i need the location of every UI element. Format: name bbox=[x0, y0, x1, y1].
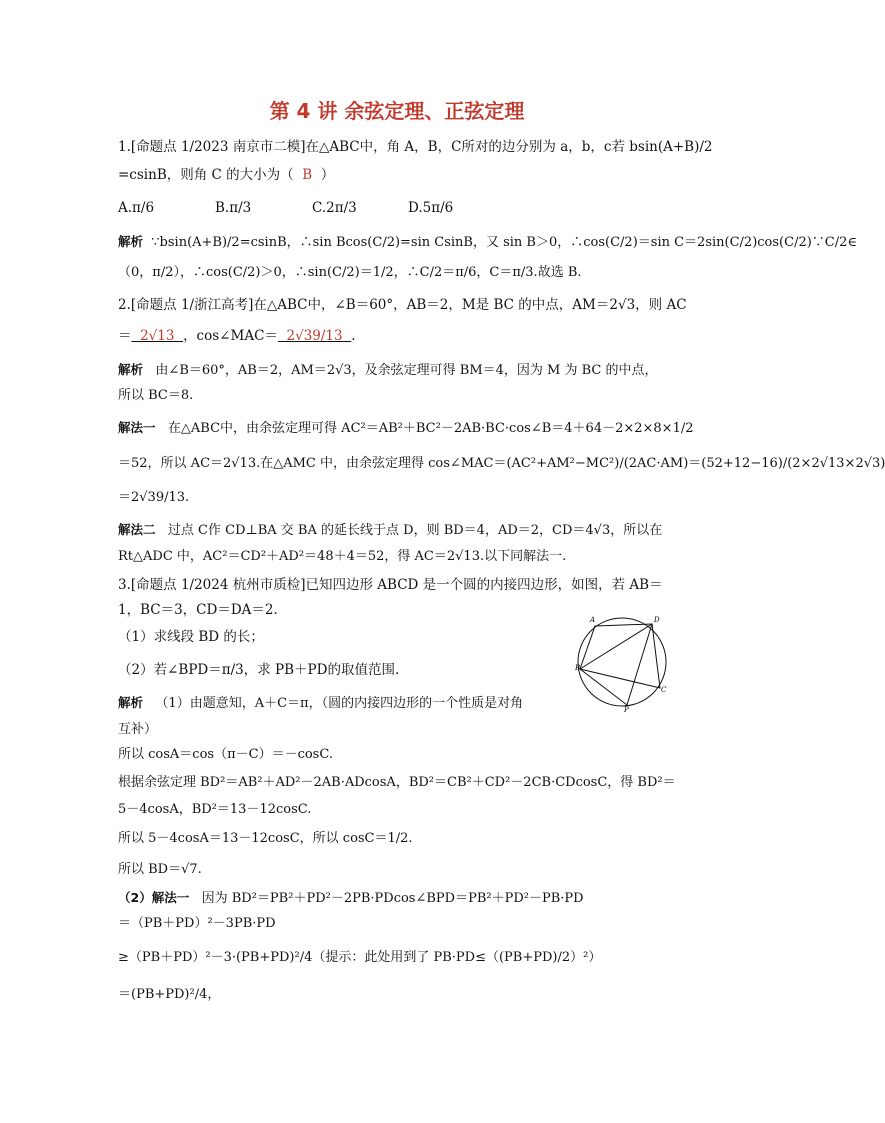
q2-stem-line2 bbox=[118, 326, 356, 346]
label-p: P bbox=[624, 706, 629, 714]
q2-answer-1: 2√13 bbox=[140, 328, 175, 344]
q2-stem-post: . bbox=[351, 328, 356, 344]
q2-method2-tag: 解法二 bbox=[118, 522, 156, 537]
q1-option-a: A.π/6 bbox=[118, 200, 155, 216]
q1-stem-line1: 1.[命题点 1/2023 南京市二模]在△ABC中，角 A，B，C所对的边分别为 a，b，c若 bsin(A+B)/2 bbox=[118, 139, 713, 155]
q3-solution-line8 bbox=[118, 888, 584, 909]
q1-solution-text1: ∵bsin(A+B)/2=csinB，∴sin Bcos(C/2)=sin CsinB，又 sin B＞0，∴cos(C/2)＝sin C＝2sin(C/2)cos(C/2)∵C/2∈ bbox=[151, 235, 858, 250]
inscribed-quadrilateral-figure bbox=[575, 612, 670, 712]
q1-stem-pre: =csinB，则角 C 的大小为（ bbox=[118, 167, 294, 183]
q3-solution-line7: 所以 BD＝√7. bbox=[118, 862, 202, 877]
label-b: B bbox=[575, 664, 581, 672]
q2-solution-line1 bbox=[118, 360, 658, 381]
q2-stem-line1: 2.[命题点 1/浙江高考]在△ABC中，∠B＝60°，AB＝2，M是 BC 的中点，AM＝2√3，则 AC bbox=[118, 297, 687, 313]
q3-method1-tag: （2）解法一 bbox=[118, 890, 190, 905]
q3-solution-line6: 所以 5－4cosA＝13－12cosC，所以 cosC＝1/2. bbox=[118, 831, 413, 846]
q2-solution-line2: 所以 BC＝8. bbox=[118, 388, 194, 403]
page-title: 第 4 讲 余弦定理、正弦定理 bbox=[269, 99, 525, 123]
q2-method1-text1: 在△ABC中，由余弦定理可得 AC²＝AB²＋BC²－2AB·BC·cos∠B＝4＋64－2×2×8×1/2 bbox=[167, 421, 694, 436]
q2-stem-mid: ，cos∠MAC＝ bbox=[183, 328, 278, 344]
q1-option-c: C.2π/3 bbox=[312, 200, 357, 216]
q3-solution-line11: ＝(PB+PD)²/4， bbox=[118, 987, 221, 1002]
q3-solution-text8: 因为 BD²＝PB²＋PD²－2PB·PDcos∠BPD＝PB²＋PD²－PB·PD bbox=[201, 891, 584, 906]
q2-method1-tag: 解法一 bbox=[118, 420, 156, 435]
q3-solution-line2: 互补） bbox=[118, 722, 158, 737]
q3-solution-line4: 根据余弦定理 BD²＝AB²＋AD²－2AB·ADcosA，BD²＝CB²＋CD²－2CB·CDcosC，得 BD²＝ bbox=[118, 775, 676, 790]
q2-method2-line2: Rt△ADC 中，AC²＝CD²＋AD²＝48＋4＝52，得 AC＝2√13.以下同解法一. bbox=[118, 549, 567, 564]
q3-solution-line10: ≥（PB＋PD）²－3·(PB+PD)²/4（提示：此处用到了 PB·PD≤（(PB+PD)/2）²） bbox=[118, 950, 602, 965]
q1-stem-line2 bbox=[118, 165, 334, 185]
q2-method1-line3: ＝2√39/13. bbox=[118, 490, 190, 505]
q2-stem-pre: ＝ bbox=[118, 328, 132, 344]
q3-part2: （2）若∠BPD＝π/3，求 PB＋PD的取值范围. bbox=[118, 662, 400, 678]
q1-solution-line1 bbox=[118, 232, 857, 253]
q3-solution-line3: 所以 cosA＝cos（π－C）＝－cosC. bbox=[118, 747, 333, 762]
label-a: A bbox=[590, 616, 596, 624]
q1-solution-line2: （0，π/2），∴cos(C/2)＞0，∴sin(C/2)＝1/2，∴C/2＝π/6，C＝π/3.故选 B. bbox=[118, 265, 582, 280]
segment-pd bbox=[627, 624, 652, 705]
q3-solution-line5: 5－4cosA，BD²＝13－12cosC. bbox=[118, 802, 312, 817]
q3-solution-line1 bbox=[118, 693, 523, 714]
label-d: D bbox=[654, 616, 660, 624]
q3-solution-tag: 解析 bbox=[118, 695, 144, 710]
q3-stem-line1: 3.[命题点 1/2024 杭州市质检]已知四边形 ABCD 是一个圆的内接四边形，如图，若 AB＝ bbox=[118, 577, 663, 593]
q2-method2-text1: 过点 C作 CD⊥BA 交 BA 的延长线于点 D，则 BD＝4，AD＝2，CD＝4√3，所以在 bbox=[167, 523, 663, 538]
q2-answer-2: 2√39/13 bbox=[286, 328, 343, 344]
q3-stem-line2: 1，BC＝3，CD＝DA＝2. bbox=[118, 602, 278, 618]
q1-stem-post: ） bbox=[320, 167, 335, 183]
q1-option-d: D.5π/6 bbox=[408, 200, 454, 216]
q2-blank-1 bbox=[132, 328, 184, 344]
q1-solution-tag: 解析 bbox=[118, 234, 144, 249]
q1-answer: B bbox=[302, 167, 313, 183]
label-c: C bbox=[661, 686, 667, 694]
q3-part1: （1）求线段 BD 的长； bbox=[118, 629, 264, 645]
q2-solution-tag: 解析 bbox=[118, 362, 144, 377]
q3-solution-line9: ＝（PB＋PD）²－3PB·PD bbox=[118, 916, 276, 931]
q2-blank-2 bbox=[278, 328, 351, 344]
q3-solution-text1: （1）由题意知，A＋C＝π，（圆的内接四边形的一个性质是对角 bbox=[155, 696, 524, 711]
q2-method2-line1 bbox=[118, 520, 662, 541]
q2-method1-line2: ＝52，所以 AC＝2√13.在△AMC 中，由余弦定理得 cos∠MAC＝(AC²+AM²−MC²)/(2AC·AM)＝(52+12−16)/(2×2√13×2√3) bbox=[118, 456, 885, 471]
q2-method1-line1 bbox=[118, 418, 694, 439]
q2-solution-text1: 由∠B＝60°，AB＝2，AM＝2√3，及余弦定理可得 BM＝4，因为 M 为 BC 的中点， bbox=[155, 363, 658, 378]
q1-option-b: B.π/3 bbox=[215, 200, 252, 216]
